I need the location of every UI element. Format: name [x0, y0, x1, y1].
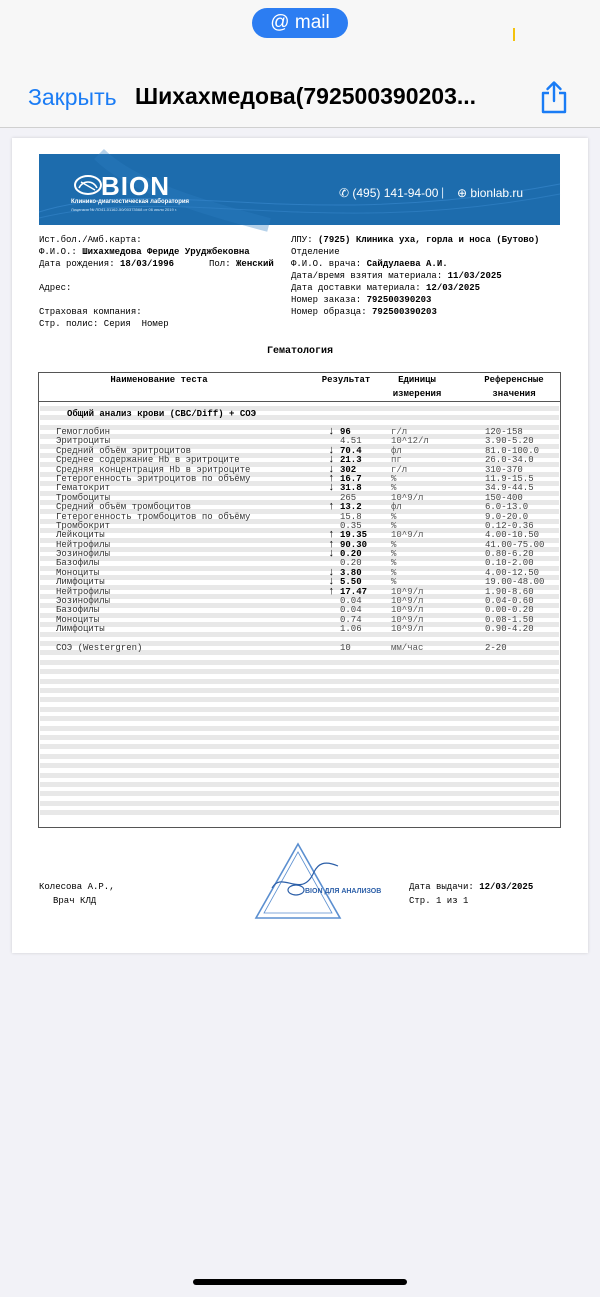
lab-phone-text: (495) 141-94-00: [352, 186, 439, 200]
result-value: 15.8: [340, 511, 362, 522]
reference-range: 150-400: [485, 492, 523, 503]
row-band: [40, 697, 559, 702]
result-value: 302: [340, 464, 357, 475]
result-value: 90.30: [340, 539, 368, 550]
test-name: СОЭ (Westergren): [56, 642, 143, 653]
sample-number: 792500390203: [372, 307, 437, 317]
doctor-name: Сайдулаева А.И.: [366, 259, 448, 269]
test-name: Эозинофилы: [56, 549, 111, 560]
table-row: [39, 578, 560, 587]
issue-label: Дата выдачи:: [409, 882, 474, 892]
result-unit: фл: [391, 502, 402, 513]
table-row: [39, 644, 560, 653]
result-value: 10: [340, 642, 351, 653]
table-header-divider: [39, 401, 560, 402]
lpu-row: [291, 235, 539, 246]
lab-stamp-icon: [252, 840, 382, 922]
test-name: Нейтрофилы: [56, 539, 111, 550]
table-row: [39, 513, 560, 522]
result-unit: мм/час: [391, 642, 424, 653]
home-indicator[interactable]: [193, 1279, 407, 1285]
result-unit: фл: [391, 445, 402, 456]
collected-date: 11/03/2025: [447, 271, 502, 281]
issue-block: [409, 880, 533, 908]
row-band: [40, 679, 559, 684]
row-band: [40, 688, 559, 693]
result-value: 0.74: [340, 614, 362, 625]
share-icon[interactable]: [538, 80, 570, 114]
result-value: 17.47: [340, 586, 368, 597]
test-name: Лимфоциты: [56, 624, 105, 635]
test-name: Тромбоциты: [56, 492, 111, 503]
test-group-title: Общий анализ крови (CBC/Diff) + СОЭ: [67, 409, 257, 419]
result-flag: ↓: [328, 444, 335, 457]
result-unit: 10^9/л: [391, 586, 424, 597]
row-band: [40, 754, 559, 759]
signer-role: Врач КЛД: [53, 896, 97, 906]
sample-number-label: Номер образца:: [291, 307, 367, 317]
test-name: Моноциты: [56, 567, 100, 578]
col-header-result: Результат: [321, 375, 371, 385]
doctor-label: Ф.И.О. врача:: [291, 259, 362, 269]
fio-row: [39, 247, 250, 258]
address-label: Адрес:: [39, 283, 72, 293]
result-value: 19.35: [340, 530, 368, 541]
result-value: 5.50: [340, 577, 362, 588]
page-counter: Стр. 1 из 1: [409, 896, 469, 906]
result-value: 70.4: [340, 445, 362, 456]
patient-dob: 18/03/1996: [120, 259, 175, 269]
issue-row: [409, 880, 533, 894]
lab-license: Лицензия № ЛО41-01162-50/00373568 от 06 июля 2019 г.: [71, 207, 177, 212]
result-unit: %: [391, 577, 397, 588]
result-unit: 10^9/л: [391, 605, 424, 616]
result-flag: ↓: [328, 576, 335, 589]
col-header-reference: Референсные значения: [484, 375, 544, 399]
result-flag: ↑: [328, 585, 335, 598]
issue-date: 12/03/2025: [479, 882, 534, 892]
reference-range: 4.00-10.50: [485, 530, 540, 541]
test-name: Лейкоциты: [56, 530, 105, 541]
result-value: 31.8: [340, 483, 362, 494]
reference-range: 41.00-75.00: [485, 539, 545, 550]
row-band: [40, 735, 559, 740]
row-band: [40, 791, 559, 796]
row-band: [40, 801, 559, 806]
sex-label: Пол:: [209, 259, 231, 269]
lab-phone: [339, 186, 438, 200]
department-label: Отделение: [291, 247, 340, 257]
test-name: Моноциты: [56, 614, 100, 625]
reference-range: 0.00-0.20: [485, 605, 534, 616]
result-value: 4.51: [340, 436, 362, 447]
globe-icon: ⊕: [457, 186, 471, 200]
table-row: [39, 472, 560, 485]
table-row: [39, 606, 560, 615]
result-unit: %: [391, 483, 397, 494]
test-name: Гемоглобин: [56, 427, 111, 437]
row-band: [40, 707, 559, 712]
table-row: [39, 531, 560, 540]
row-band: [40, 773, 559, 778]
reference-range: 1.90-8.60: [485, 586, 534, 597]
result-unit: %: [391, 473, 397, 484]
row-band: [40, 716, 559, 721]
result-value: 0.04: [340, 596, 362, 607]
banner-separator: |: [441, 185, 445, 199]
result-flag: ↓: [328, 566, 335, 579]
order-number-label: Номер заказа:: [291, 295, 362, 305]
test-name: Тромбокрит: [56, 520, 111, 531]
result-value: 21.3: [340, 455, 362, 466]
col-header-name: Наименование теста: [110, 375, 208, 385]
sample-number-row: [291, 307, 437, 318]
fio-label: Ф.И.О.:: [39, 247, 77, 257]
reference-range: 3.90-5.20: [485, 436, 534, 447]
test-name: Средний объём эритроцитов: [56, 445, 192, 456]
reference-range: 11.9-15.5: [485, 473, 534, 484]
result-unit: 10^9/л: [391, 492, 424, 503]
result-value: 96: [340, 427, 351, 437]
result-unit: пг: [391, 455, 402, 466]
signer-name: Колесова А.Р.,: [39, 882, 115, 892]
result-flag: ↓: [328, 463, 335, 476]
test-name: Гетерогенность тромбоцитов по объёму: [56, 511, 251, 522]
table-row: [39, 585, 560, 598]
reference-range: 0.12-0.36: [485, 520, 534, 531]
results-table: [38, 372, 561, 828]
result-flag: ↑: [328, 538, 335, 551]
test-name: Базофилы: [56, 605, 100, 616]
reference-range: 4.00-12.50: [485, 567, 540, 578]
result-value: 0.20: [340, 549, 362, 560]
table-row: [39, 616, 560, 625]
lab-website: [457, 186, 523, 200]
test-name: Лимфоциты: [56, 577, 105, 588]
lab-website-text: bionlab.ru: [470, 186, 524, 200]
reference-range: 2-20: [485, 642, 507, 653]
result-value: 16.7: [340, 473, 362, 484]
result-flag: ↓: [328, 548, 335, 561]
result-unit: 10^9/л: [391, 614, 424, 625]
reference-range: 120-158: [485, 427, 523, 437]
result-unit: %: [391, 520, 397, 531]
reference-range: 34.9-44.5: [485, 483, 534, 494]
table-row: [39, 559, 560, 568]
result-unit: 10^9/л: [391, 596, 424, 607]
reference-range: 0.10-2.00: [485, 558, 534, 569]
delivered-date: 12/03/2025: [426, 283, 481, 293]
top-navigation-bar: [0, 0, 600, 128]
lab-subtitle: Клинико-диагностическая лаборатория: [71, 199, 190, 205]
document-title: Шихахмедова(792500390203...: [135, 83, 477, 109]
policy-label: Стр. полис: Серия Номер: [39, 319, 169, 329]
row-band: [40, 726, 559, 731]
dob-label: Дата рождения:: [39, 259, 115, 269]
table-row: [39, 566, 560, 579]
dob-row: [39, 259, 174, 270]
test-name: Гетерогенность эритроцитов по объёму: [56, 473, 251, 484]
doctor-row: [291, 259, 448, 270]
collected-row: [291, 271, 502, 282]
result-value: 0.04: [340, 605, 362, 616]
reference-range: 9.0-20.0: [485, 511, 529, 522]
row-band: [40, 744, 559, 749]
test-name: Средняя концентрация Hb в эритроците: [56, 464, 251, 475]
col-header-units: Единицы измерения: [392, 375, 442, 399]
table-row: [39, 428, 560, 437]
result-value: 13.2: [340, 502, 362, 513]
row-band: [40, 660, 559, 665]
reference-range: 0.80-6.20: [485, 549, 534, 560]
table-row: [39, 522, 560, 531]
reference-range: 19.00-48.00: [485, 577, 545, 588]
bion-logo-icon: [73, 174, 103, 196]
result-flag: ↑: [328, 529, 335, 542]
test-name: Базофилы: [56, 558, 100, 569]
result-unit: 10^9/л: [391, 530, 424, 541]
result-unit: 10^12/л: [391, 436, 429, 447]
result-unit: %: [391, 567, 397, 578]
signer-block: [39, 880, 115, 908]
row-band: [40, 669, 559, 674]
reference-range: 6.0-13.0: [485, 502, 529, 513]
row-band: [40, 763, 559, 768]
result-flag: ↑: [328, 501, 335, 514]
table-row: [39, 550, 560, 559]
delivered-label: Дата доставки материала:: [291, 283, 421, 293]
result-value: 265: [340, 492, 357, 503]
reference-range: 26.0-34.0: [485, 455, 534, 466]
history-label: Ист.бол./Амб.карта:: [39, 235, 142, 245]
table-row: [39, 597, 560, 606]
reference-range: 0.04-0.60: [485, 596, 534, 607]
sex-row: [209, 259, 274, 270]
result-value: 3.80: [340, 567, 362, 578]
mail-app-badge[interactable]: @ mail: [252, 8, 348, 38]
table-row: [39, 538, 560, 551]
row-band: [40, 810, 559, 815]
status-indicator: [513, 28, 515, 41]
result-flag: ↑: [328, 472, 335, 485]
result-value: 0.35: [340, 520, 362, 531]
stamp-logo-text: BION ДЛЯ АНАЛИЗОВ: [305, 888, 382, 895]
result-unit: %: [391, 558, 397, 569]
table-row: [39, 484, 560, 493]
patient-name: Шихахмедова Фериде Уруджбековна: [82, 247, 250, 257]
document-page: [12, 138, 588, 953]
lab-banner: [39, 154, 560, 225]
reference-range: 310-370: [485, 464, 523, 475]
order-number: 792500390203: [366, 295, 432, 305]
result-unit: %: [391, 549, 397, 560]
table-row: [39, 625, 560, 634]
test-name: Средний объём тромбоцитов: [56, 502, 192, 513]
result-flag: ↓: [328, 482, 335, 495]
reference-range: 0.08-1.50: [485, 614, 534, 625]
lab-logo-text: BION: [101, 171, 170, 201]
result-value: 1.06: [340, 624, 362, 635]
delivered-row: [291, 283, 480, 294]
result-unit: г/л: [391, 427, 408, 437]
test-name: Эозинофилы: [56, 596, 111, 607]
insurance-label: Страховая компания:: [39, 307, 142, 317]
result-unit: %: [391, 539, 397, 550]
result-flag: ↓: [328, 454, 335, 467]
test-name: Эритроциты: [56, 436, 111, 447]
result-unit: 10^9/л: [391, 624, 424, 635]
collected-label: Дата/время взятия материала:: [291, 271, 443, 281]
results-rows: [39, 428, 560, 653]
lpu-label: ЛПУ:: [291, 235, 313, 245]
result-unit: %: [391, 511, 397, 522]
phone-icon: ✆: [339, 186, 353, 200]
test-name: Среднее содержание Hb в эритроците: [56, 455, 240, 466]
order-number-row: [291, 295, 431, 306]
result-flag: ↓: [328, 426, 335, 438]
reference-range: 0.90-4.20: [485, 624, 534, 635]
test-name: Гематокрит: [56, 483, 111, 494]
result-value: 0.20: [340, 558, 362, 569]
row-band: [40, 782, 559, 787]
section-title: Гематология: [266, 346, 333, 357]
patient-sex: Женский: [236, 259, 274, 269]
close-button[interactable]: Закрыть: [28, 84, 117, 110]
lpu-value: (7925) Клиника уха, горла и носа (Бутово): [318, 235, 540, 245]
result-unit: г/л: [391, 464, 408, 475]
reference-range: 81.0-100.0: [485, 445, 540, 456]
test-name: Нейтрофилы: [56, 586, 111, 597]
